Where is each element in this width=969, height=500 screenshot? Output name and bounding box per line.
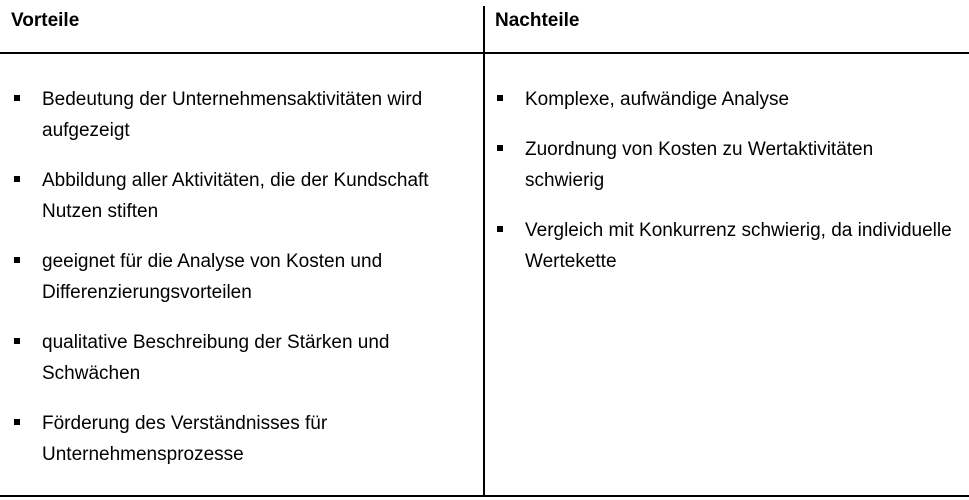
vorteile-list [14, 84, 476, 489]
header-vorteile: Vorteile [11, 10, 80, 31]
header-nachteile: Nachteile [495, 10, 580, 31]
square-bullet-icon [14, 338, 20, 344]
square-bullet-icon [497, 226, 503, 232]
nachteile-list [497, 84, 957, 296]
list-item [14, 84, 476, 146]
list-item [497, 215, 957, 277]
list-item-text: Vergleich mit Konkurrenz schwierig, da individuelle Wertekette [525, 220, 952, 272]
square-bullet-icon [14, 176, 20, 182]
square-bullet-icon [14, 419, 20, 425]
list-item [14, 165, 476, 227]
list-item-text: geeignet für die Analyse von Kosten und Differenzierungsvorteilen [42, 251, 383, 303]
list-item [14, 246, 476, 308]
list-item-text: Abbildung aller Aktivitäten, die der Kundschaft Nutzen stiften [42, 170, 429, 222]
column-divider-line [483, 6, 485, 497]
square-bullet-icon [14, 257, 20, 263]
square-bullet-icon [497, 145, 503, 151]
list-item-text: qualitative Beschreibung der Stärken und Schwächen [42, 332, 390, 384]
list-item-text: Zuordnung von Kosten zu Wertaktivitäten schwierig [525, 139, 874, 191]
list-item [14, 408, 476, 470]
list-item [497, 134, 957, 196]
list-item-text: Komplexe, aufwändige Analyse [525, 89, 790, 110]
list-item-text: Förderung des Verständnisses für Unternehmensprozesse [42, 413, 328, 465]
square-bullet-icon [497, 95, 503, 101]
list-item [14, 327, 476, 389]
bottom-border-line [0, 495, 969, 497]
list-item-text: Bedeutung der Unternehmensaktivitäten wird aufgezeigt [42, 89, 423, 141]
square-bullet-icon [14, 95, 20, 101]
list-item [497, 84, 957, 115]
